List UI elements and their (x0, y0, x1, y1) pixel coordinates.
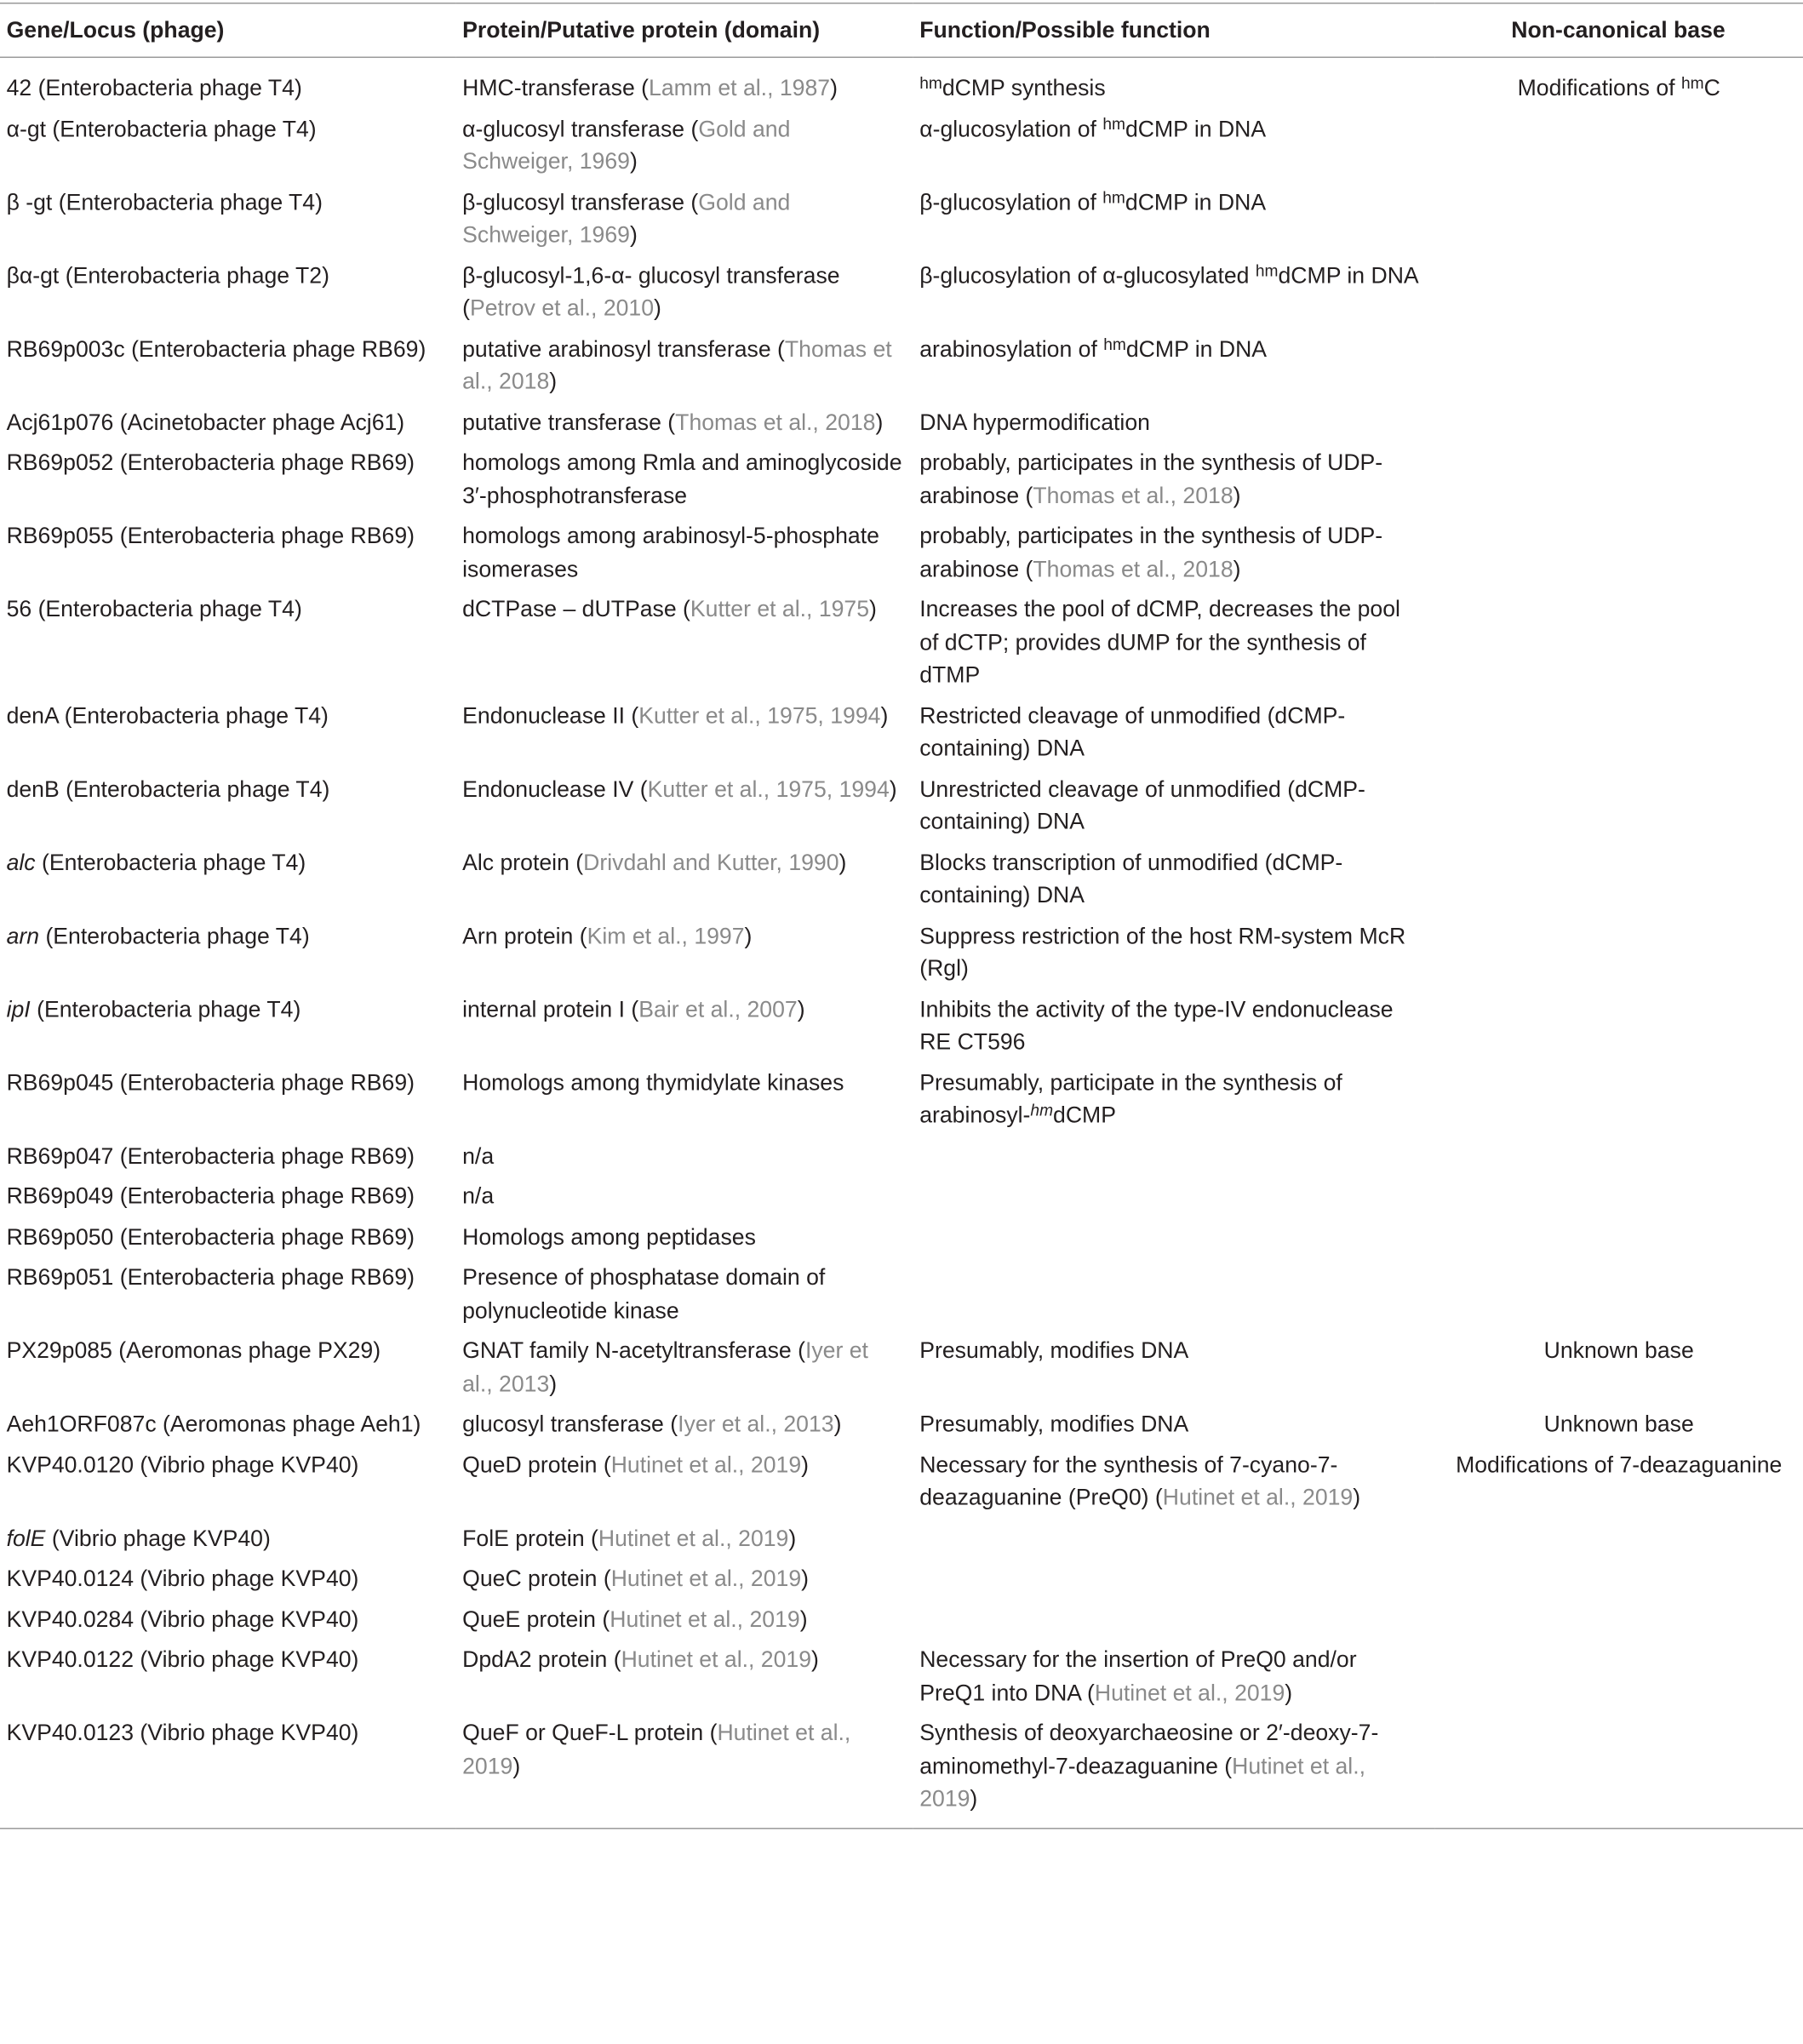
gene-locus-cell (0, 839, 456, 912)
non-canonical-base-cell (1434, 1254, 1803, 1327)
table-row (0, 1172, 1803, 1213)
cell-text: QueC protein ( (462, 1565, 611, 1591)
gene-locus-cell (0, 912, 456, 985)
cell-text: Modifications of 7-deazaguanine (1456, 1451, 1783, 1478)
non-canonical-base-cell (1434, 1554, 1803, 1595)
function-cell (913, 1514, 1435, 1555)
cell-text: Endonuclease IV ( (462, 775, 648, 802)
non-canonical-base-cell (1434, 1441, 1803, 1514)
non-canonical-base-cell (1434, 692, 1803, 765)
table-row (0, 1327, 1803, 1400)
cell-text: Necessary for the synthesis of 7-cyano-7-deazaguanine (PreQ0) ( (919, 1451, 1338, 1510)
gene-locus-cell (0, 1400, 456, 1441)
italic-gene-name: alc (6, 849, 36, 875)
gene-locus-cell (0, 105, 456, 178)
citation-link[interactable]: Hutinet et al., 2019 (610, 1606, 800, 1632)
non-canonical-base-cell (1434, 1636, 1803, 1709)
function-cell (913, 586, 1435, 692)
citation-link[interactable]: Hutinet et al., 2019 (1162, 1484, 1354, 1510)
table-row (0, 325, 1803, 398)
function-cell (913, 398, 1435, 439)
cell-text: Restricted cleavage of unmodified (dCMP-containing) DNA (919, 701, 1346, 761)
citation-link[interactable]: Kutter et al., 1975 (690, 596, 870, 622)
non-canonical-base-cell (1434, 586, 1803, 692)
cell-text: Increases the pool of dCMP, decreases the pool of dCTP; provides dUMP for the synthesis of dTMP (919, 596, 1400, 688)
superscript-text: hm (919, 74, 942, 93)
superscript-text: hm (1255, 261, 1279, 280)
function-cell (913, 1441, 1435, 1514)
citation-link[interactable]: Kutter et al., 1975, 1994 (647, 775, 890, 802)
gene-locus-cell (0, 1132, 456, 1173)
cell-text: RB69p049 (Enterobacteria phage RB69) (6, 1182, 415, 1209)
citation-link[interactable]: Thomas et al., 2018 (675, 409, 876, 435)
citation-link[interactable]: Thomas et al., 2018 (462, 335, 892, 394)
cell-text: probably, participates in the synthesis of UDP-arabinose ( (919, 449, 1383, 508)
function-cell (913, 1400, 1435, 1441)
protein-cell (456, 765, 913, 839)
non-canonical-base-cell (1434, 178, 1803, 251)
cell-text: n/a (462, 1142, 495, 1169)
cell-text: ) (1285, 1679, 1293, 1705)
function-cell (913, 765, 1435, 839)
superscript-text: hm (1102, 188, 1125, 207)
table-row (0, 1709, 1803, 1828)
cell-text: ) (889, 775, 897, 802)
cell-text: PX29p085 (Aeromonas phage PX29) (6, 1337, 381, 1364)
function-cell (913, 1172, 1435, 1213)
cell-text: dCTPase – dUTPase ( (462, 596, 690, 622)
non-canonical-base-cell (1434, 1514, 1803, 1555)
citation-link[interactable]: Hutinet et al., 2019 (610, 1565, 802, 1591)
header-gene-locus: Gene/Locus (phage) (0, 3, 456, 58)
protein-cell (456, 1213, 913, 1254)
function-cell (913, 985, 1435, 1058)
cell-text: RB69p003c (Enterobacteria phage RB69) (6, 335, 426, 362)
phage-gene-table (0, 3, 1803, 1829)
cell-text: homologs among Rmla and aminoglycoside 3′-phosphotransferase (462, 449, 902, 508)
cell-text: 56 (Enterobacteria phage T4) (6, 596, 302, 622)
non-canonical-base-cell (1434, 512, 1803, 586)
cell-text: Unknown base (1543, 1337, 1694, 1364)
cell-text: ) (654, 295, 661, 321)
cell-text: QueD protein ( (462, 1451, 611, 1478)
cell-text: (Enterobacteria phage T4) (35, 849, 306, 875)
gene-locus-cell (0, 325, 456, 398)
gene-locus-cell (0, 439, 456, 512)
cell-text: ) (1233, 555, 1241, 581)
cell-text: dCMP in DNA (1125, 335, 1268, 362)
cell-text: Presumably, modifies DNA (919, 1337, 1189, 1364)
cell-text: Unknown base (1543, 1411, 1694, 1437)
cell-text: RB69p051 (Enterobacteria phage RB69) (6, 1263, 415, 1291)
gene-locus-cell (0, 398, 456, 439)
italic-gene-name: arn (6, 922, 40, 948)
protein-cell (456, 512, 913, 586)
cell-text: ) (833, 1411, 842, 1437)
cell-text: ) (880, 701, 889, 729)
function-cell (913, 692, 1435, 765)
cell-text: Synthesis of deoxyarchaeosine or 2′-deoxy-7-aminomethyl-7-deazaguanine ( (919, 1720, 1379, 1778)
citation-link[interactable]: Hutinet et al., 2019 (598, 1524, 789, 1551)
cell-text: glucosyl transferase ( (462, 1411, 678, 1437)
superscript-text: hm (1102, 114, 1125, 134)
gene-locus-cell (0, 57, 456, 105)
non-canonical-base-cell (1434, 1132, 1803, 1173)
citation-link[interactable]: Bair et al., 2007 (638, 995, 798, 1022)
table-row (0, 912, 1803, 985)
citation-link[interactable]: Gold and Schweiger, 1969 (462, 115, 791, 175)
italic-gene-name: ipI (6, 995, 31, 1022)
cell-text: Homologs among thymidylate kinases (462, 1068, 844, 1095)
cell-text: putative transferase ( (462, 409, 676, 435)
cell-text: KVP40.0120 (Vibrio phage KVP40) (6, 1451, 359, 1478)
superscript-text: hm (1030, 1101, 1054, 1119)
function-cell (913, 1059, 1435, 1132)
protein-cell (456, 1595, 913, 1636)
protein-cell (456, 105, 913, 178)
cell-text: KVP40.0122 (Vibrio phage KVP40) (6, 1646, 359, 1673)
cell-text: RB69p050 (Enterobacteria phage RB69) (6, 1223, 415, 1250)
table-row (0, 1514, 1803, 1555)
cell-text: n/a (462, 1182, 495, 1209)
protein-cell (456, 439, 913, 512)
gene-locus-cell (0, 1709, 456, 1828)
gene-locus-cell (0, 1595, 456, 1636)
citation-link[interactable]: Thomas et al., 2018 (1033, 482, 1233, 508)
cell-text: ) (629, 147, 638, 175)
gene-locus-cell (0, 692, 456, 765)
non-canonical-base-cell (1434, 1595, 1803, 1636)
citation-link[interactable]: Iyer et al., 2013 (462, 1337, 868, 1396)
cell-text: RB69p055 (Enterobacteria phage RB69) (6, 522, 415, 549)
protein-cell (456, 1327, 913, 1400)
cell-text: DpdA2 protein ( (462, 1646, 621, 1673)
cell-text: denA (Enterobacteria phage T4) (6, 701, 329, 729)
function-cell (913, 1327, 1435, 1400)
protein-cell (456, 57, 913, 105)
cell-text: (Enterobacteria phage T4) (30, 995, 301, 1022)
cell-text: ) (801, 1565, 810, 1591)
cell-text: DNA hypermodification (919, 409, 1150, 435)
protein-cell (456, 692, 913, 765)
gene-locus-cell (0, 1254, 456, 1327)
function-cell (913, 439, 1435, 512)
cell-text: Inhibits the activity of the type-IV endonuclease RE CT596 (919, 995, 1394, 1055)
cell-text: α-gt (Enterobacteria phage T4) (6, 115, 317, 141)
cell-text: KVP40.0123 (Vibrio phage KVP40) (6, 1720, 359, 1746)
cell-text: ) (1353, 1484, 1361, 1510)
cell-text: ) (1233, 482, 1241, 508)
cell-text: ) (512, 1752, 521, 1778)
table-row (0, 692, 1803, 765)
cell-text: ) (797, 995, 805, 1022)
cell-text: KVP40.0284 (Vibrio phage KVP40) (6, 1606, 359, 1632)
table-row (0, 439, 1803, 512)
non-canonical-base-cell (1434, 57, 1803, 105)
protein-cell (456, 178, 913, 251)
cell-text: Presence of phosphatase domain of polynucleotide kinase (462, 1263, 826, 1323)
header-non-canonical-base: Non-canonical base (1434, 3, 1803, 58)
non-canonical-base-cell (1434, 398, 1803, 439)
cell-text: β -gt (Enterobacteria phage T4) (6, 188, 323, 215)
cell-text: ) (875, 409, 884, 435)
cell-text: (Enterobacteria phage T4) (39, 922, 310, 948)
non-canonical-base-cell (1434, 1327, 1803, 1400)
cell-text: ) (788, 1524, 797, 1551)
function-cell (913, 912, 1435, 985)
cell-text: HMC-transferase ( (462, 74, 650, 100)
cell-text: Presumably, modifies DNA (919, 1411, 1189, 1437)
cell-text: GNAT family N-acetyltransferase ( (462, 1337, 805, 1364)
cell-text: ) (801, 1451, 810, 1478)
citation-link[interactable]: Gold and Schweiger, 1969 (462, 188, 791, 248)
cell-text: α-glucosylation of (919, 115, 1103, 141)
table-row (0, 1254, 1803, 1327)
function-cell (913, 1254, 1435, 1327)
table-row (0, 1595, 1803, 1636)
table-row (0, 985, 1803, 1058)
cell-text: Suppress restriction of the host RM-system McR (Rgl) (919, 922, 1406, 982)
cell-text: QueF or QueF-L protein ( (462, 1720, 718, 1746)
citation-link[interactable]: Lamm et al., 1987 (649, 74, 831, 100)
protein-cell (456, 586, 913, 692)
cell-text: ) (869, 596, 877, 622)
cell-text: ) (811, 1646, 819, 1673)
table-row (0, 252, 1803, 325)
cell-text: dCMP (1053, 1102, 1116, 1128)
function-cell (913, 1709, 1435, 1828)
table-row (0, 1441, 1803, 1514)
citation-link[interactable]: Hutinet et al., 2019 (919, 1752, 1366, 1812)
protein-cell (456, 1441, 913, 1514)
function-cell (913, 1213, 1435, 1254)
function-cell (913, 1554, 1435, 1595)
function-cell (913, 252, 1435, 325)
table-row (0, 586, 1803, 692)
gene-locus-cell (0, 1213, 456, 1254)
cell-text: RB69p045 (Enterobacteria phage RB69) (6, 1068, 415, 1095)
protein-cell (456, 1709, 913, 1828)
cell-text: ) (970, 1785, 978, 1812)
cell-text: (Vibrio phage KVP40) (45, 1524, 271, 1551)
citation-link[interactable]: Kim et al., 1997 (587, 922, 745, 948)
table-row (0, 765, 1803, 839)
table-row (0, 512, 1803, 586)
table-row (0, 57, 1803, 105)
table-row (0, 178, 1803, 251)
function-cell (913, 178, 1435, 251)
cell-text: arabinosylation of (919, 335, 1104, 362)
cell-text: homologs among arabinosyl-5-phosphate isomerases (462, 522, 879, 581)
gene-locus-cell (0, 765, 456, 839)
non-canonical-base-cell (1434, 105, 1803, 178)
cell-text: ) (830, 74, 838, 100)
gene-locus-cell (0, 1636, 456, 1709)
function-cell (913, 1636, 1435, 1709)
table-row (0, 1132, 1803, 1173)
table-row (0, 1636, 1803, 1709)
citation-link[interactable]: Drivdahl and Kutter, 1990 (583, 849, 839, 875)
cell-text: α-glucosyl transferase ( (462, 115, 699, 141)
protein-cell (456, 1400, 913, 1441)
cell-text: Blocks transcription of unmodified (dCMP-containing) DNA (919, 849, 1343, 907)
citation-link[interactable]: Hutinet et al., 2019 (621, 1646, 812, 1673)
header-row (0, 3, 1803, 58)
cell-text: Homologs among peptidases (462, 1223, 756, 1250)
cell-text: ) (549, 368, 558, 394)
header-protein: Protein/Putative protein (domain) (456, 3, 913, 58)
cell-text: putative arabinosyl transferase ( (462, 335, 785, 362)
non-canonical-base-cell (1434, 1059, 1803, 1132)
gene-locus-cell (0, 1059, 456, 1132)
superscript-text: hm (1103, 335, 1126, 353)
function-cell (913, 57, 1435, 105)
function-cell (913, 325, 1435, 398)
cell-text: 42 (Enterobacteria phage T4) (6, 74, 302, 100)
gene-locus-cell (0, 512, 456, 586)
protein-cell (456, 1059, 913, 1132)
table-row (0, 839, 1803, 912)
gene-locus-cell (0, 1554, 456, 1595)
non-canonical-base-cell (1434, 912, 1803, 985)
gene-locus-cell (0, 586, 456, 692)
cell-text: Arn protein ( (462, 922, 587, 948)
non-canonical-base-cell (1434, 252, 1803, 325)
cell-text: Necessary for the insertion of PreQ0 and/or PreQ1 into DNA ( (919, 1646, 1357, 1705)
protein-cell (456, 325, 913, 398)
citation-link[interactable]: Hutinet et al., 2019 (610, 1451, 802, 1478)
citation-link[interactable]: Kutter et al., 1975, 1994 (638, 701, 881, 729)
non-canonical-base-cell (1434, 325, 1803, 398)
cell-text: Aeh1ORF087c (Aeromonas phage Aeh1) (6, 1411, 421, 1437)
cell-text: Acj61p076 (Acinetobacter phage Acj61) (6, 409, 405, 435)
function-cell (913, 1595, 1435, 1636)
table-row (0, 105, 1803, 178)
cell-text: denB (Enterobacteria phage T4) (6, 775, 330, 802)
cell-text: βα-gt (Enterobacteria phage T2) (6, 261, 329, 288)
protein-cell (456, 1514, 913, 1555)
cell-text: probably, participates in the synthesis of UDP-arabinose ( (919, 522, 1383, 581)
protein-cell (456, 398, 913, 439)
protein-cell (456, 1554, 913, 1595)
protein-cell (456, 839, 913, 912)
non-canonical-base-cell (1434, 1172, 1803, 1213)
non-canonical-base-cell (1434, 1213, 1803, 1254)
gene-locus-cell (0, 985, 456, 1058)
citation-link[interactable]: Hutinet et al., 2019 (1094, 1679, 1285, 1705)
non-canonical-base-cell (1434, 985, 1803, 1058)
cell-text: ) (744, 922, 753, 948)
cell-text: FolE protein ( (462, 1524, 598, 1551)
cell-text: Endonuclease II ( (462, 701, 639, 729)
protein-cell (456, 912, 913, 985)
protein-cell (456, 252, 913, 325)
table-row (0, 1554, 1803, 1595)
cell-text: ) (629, 221, 638, 248)
cell-text: Presumably, participate in the synthesis of arabinosyl- (919, 1068, 1342, 1128)
cell-text: C (1703, 74, 1720, 100)
cell-text: ) (839, 849, 847, 875)
gene-locus-cell (0, 252, 456, 325)
protein-cell (456, 1132, 913, 1173)
non-canonical-base-cell (1434, 439, 1803, 512)
cell-text: β-glucosylation of (919, 188, 1103, 215)
cell-text: dCMP in DNA (1125, 188, 1267, 215)
cell-text: internal protein I ( (462, 995, 639, 1022)
citation-link[interactable]: Hutinet et al., 2019 (462, 1720, 851, 1778)
non-canonical-base-cell (1434, 1400, 1803, 1441)
non-canonical-base-cell (1434, 765, 1803, 839)
citation-link[interactable]: Thomas et al., 2018 (1033, 555, 1233, 581)
cell-text: Alc protein ( (462, 849, 584, 875)
table-row (0, 1213, 1803, 1254)
header-function: Function/Possible function (913, 3, 1435, 58)
gene-locus-cell (0, 1441, 456, 1514)
cell-text: Unrestricted cleavage of unmodified (dCMP-containing) DNA (919, 775, 1365, 834)
citation-link[interactable]: Petrov et al., 2010 (469, 295, 655, 321)
protein-cell (456, 1172, 913, 1213)
italic-gene-name: folE (6, 1524, 46, 1551)
table-row (0, 398, 1803, 439)
gene-locus-cell (0, 1514, 456, 1555)
cell-text: KVP40.0124 (Vibrio phage KVP40) (6, 1565, 359, 1591)
non-canonical-base-cell (1434, 1709, 1803, 1828)
protein-cell (456, 985, 913, 1058)
cell-text: β-glucosyl-1,6-α- glucosyl transferase ( (462, 261, 840, 321)
gene-locus-cell (0, 1172, 456, 1213)
gene-locus-cell (0, 1327, 456, 1400)
function-cell (913, 105, 1435, 178)
superscript-text: hm (1680, 74, 1704, 93)
protein-cell (456, 1636, 913, 1709)
cell-text: β-glucosylation of α-glucosylated (919, 261, 1256, 288)
table-row (0, 1400, 1803, 1441)
cell-text: QueE protein ( (462, 1606, 610, 1632)
cell-text: dCMP in DNA (1278, 261, 1419, 288)
non-canonical-base-cell (1434, 839, 1803, 912)
cell-text: β-glucosyl transferase ( (462, 188, 699, 215)
table-row (0, 1059, 1803, 1132)
cell-text: RB69p047 (Enterobacteria phage RB69) (6, 1142, 415, 1169)
cell-text: Modifications of (1517, 74, 1681, 100)
function-cell (913, 839, 1435, 912)
cell-text: dCMP in DNA (1125, 115, 1267, 141)
cell-text: ) (799, 1606, 808, 1632)
function-cell (913, 1132, 1435, 1173)
cell-text: dCMP synthesis (942, 74, 1106, 100)
function-cell (913, 512, 1435, 586)
table-body (0, 57, 1803, 1828)
gene-locus-cell (0, 178, 456, 251)
citation-link[interactable]: Iyer et al., 2013 (678, 1411, 834, 1437)
cell-text: RB69p052 (Enterobacteria phage RB69) (6, 449, 415, 475)
protein-cell (456, 1254, 913, 1327)
table-header (0, 3, 1803, 58)
cell-text: ) (549, 1370, 558, 1396)
